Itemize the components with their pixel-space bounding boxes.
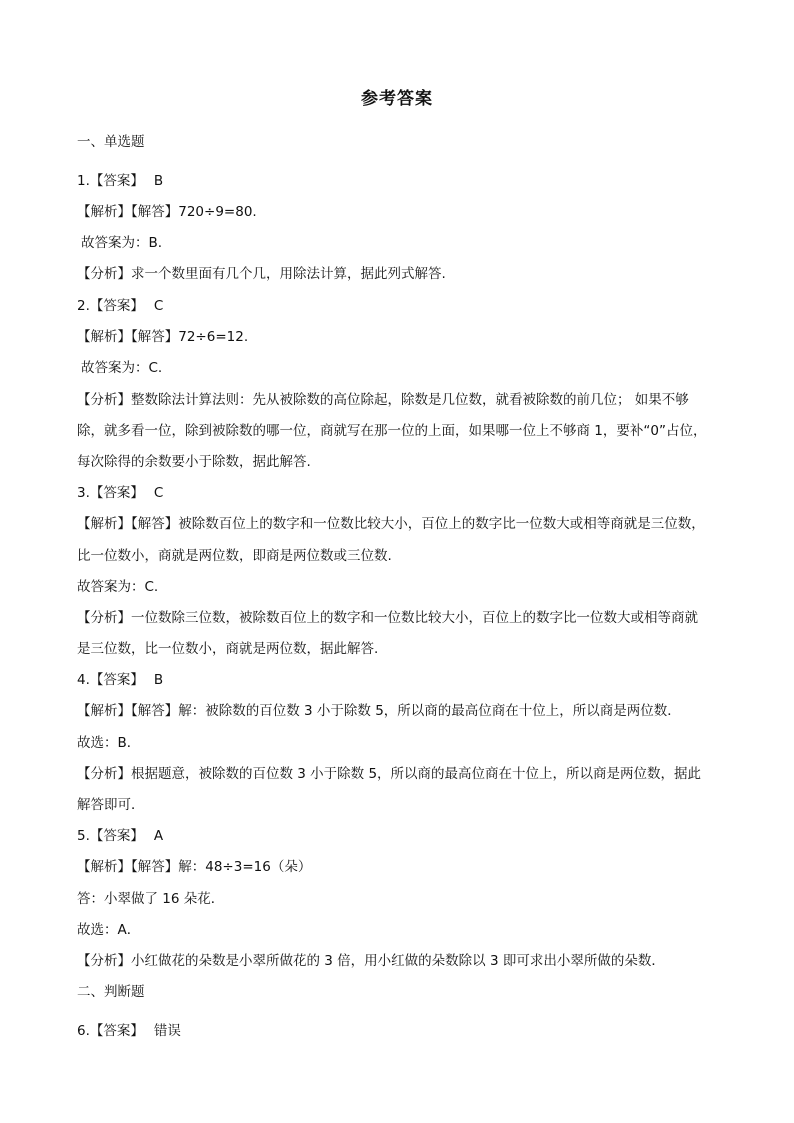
explanation-line: 【解析】【解答】解：48÷3=16（朵） [77,859,312,875]
answer-line: 5.【答案】 A [77,828,164,844]
conclusion-line: 故答案为：C. [81,360,163,376]
analysis-line: 是三位数，比一位数小，商就是两位数，据此解答. [77,641,379,657]
analysis-line: 【分析】求一个数里面有几个几，用除法计算，据此列式解答. [77,266,446,282]
explanation-line: 比一位数小，商就是两位数，即商是两位数或三位数. [77,548,392,564]
answer-value: A [153,828,164,844]
explanation-line: 【解析】【解答】720÷9=80. [77,204,257,220]
analysis-line: 除，就多看一位，除到被除数的哪一位，商就写在那一位的上面，如果哪一位上不够商 1，要补“0”占位， [77,423,707,439]
analysis-line: 每次除得的余数要小于除数，据此解答. [77,454,311,470]
answer-line: 3.【答案】 C [77,485,164,501]
conclusion-line: 故答案为：B. [81,235,163,251]
conclusion-line: 故答案为：C. [77,579,159,595]
analysis-line: 【分析】一位数除三位数，被除数百位上的数字和一位数比较大小，百位上的数字比一位数大或相等商就 [77,610,698,626]
section-heading: 一、单选题 [77,134,145,150]
answer-line: 1.【答案】 B [77,173,164,189]
answer-line: 4.【答案】 B [77,672,164,688]
answer-value: C [153,298,164,314]
answer-value: B [153,672,164,688]
analysis-line: 【分析】小红做花的朵数是小翠所做花的 3 倍，用小红做的朵数除以 3 即可求出小翠所做的朵数． [77,953,665,969]
analysis-line: 【分析】整数除法计算法则：先从被除数的高位除起，除数是几位数，就看被除数的前几位； 如果不够 [77,392,689,408]
conclusion-line: 故选：B． [77,735,141,751]
conclusion-line: 故选：A． [77,922,141,938]
analysis-line: 【分析】根据题意，被除数的百位数 3 小于除数 5，所以商的最高位商在十位上，所以商是两位数，据此 [77,766,702,782]
explanation-line: 【解析】【解答】72÷6=12. [77,329,249,345]
answer-line: 2.【答案】 C [77,298,164,314]
analysis-line: 解答即可． [77,797,145,813]
explanation-line: 【解析】【解答】被除数百位上的数字和一位数比较大小，百位上的数字比一位数大或相等商就是三位数， [77,516,705,532]
section-heading: 二、判断题 [77,984,145,1000]
page-title: 参考答案 [361,89,433,109]
answer-value: 错误 [153,1023,181,1039]
answer-value: B [153,173,164,189]
answer-line: 6.【答案】 错误 [77,1023,181,1039]
reply-line: 答：小翠做了 16 朵花． [77,891,225,907]
answer-value: C [153,485,164,501]
explanation-line: 【解析】【解答】解：被除数的百位数 3 小于除数 5，所以商的最高位商在十位上，所以商是两位数． [77,703,681,719]
